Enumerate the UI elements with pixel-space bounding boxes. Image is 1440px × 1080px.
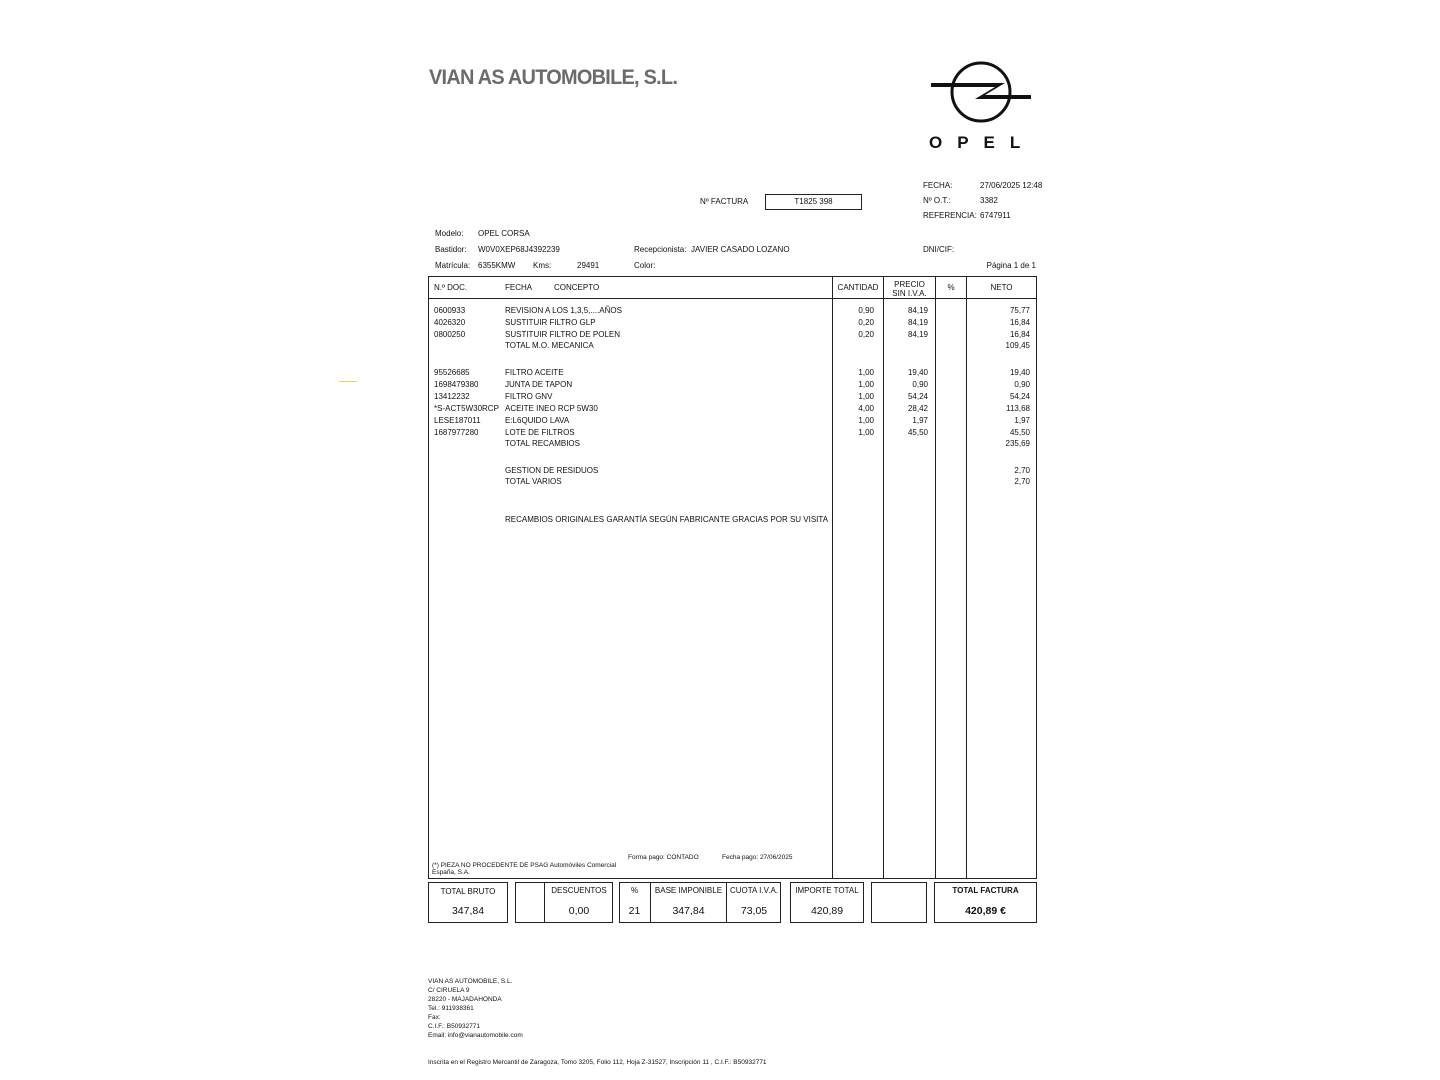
- cell-concepto: GESTION DE RESIDUOS: [505, 466, 599, 475]
- footer-line: VIAN AS AUTOMOBILE, S.L.: [428, 978, 513, 985]
- footer-line: Email: info@vianautomobile.com: [428, 1032, 523, 1039]
- cell-doc: 1698479380: [434, 380, 479, 389]
- fecha-label: FECHA:: [923, 181, 953, 190]
- header-cantidad: CANTIDAD: [837, 283, 879, 292]
- cuota-iva-value: 73,05: [740, 905, 768, 917]
- cell-concepto: TOTAL M.O. MECANICA: [505, 341, 594, 350]
- brand-name: OPEL: [929, 133, 1036, 152]
- header-neto: NETO: [990, 283, 1013, 292]
- column-divider: [935, 276, 936, 879]
- cell-concepto: SUSTITUIR FILTRO GLP: [505, 318, 596, 327]
- cell-precio: 84,19: [907, 318, 928, 327]
- cell-precio: 45,50: [907, 428, 928, 437]
- opel-blitz-logo-icon: [929, 59, 1033, 131]
- forma-pago: Forma pago: CONTADO: [628, 854, 699, 861]
- cell-cantidad: 1,00: [858, 368, 874, 377]
- table-header-divider: [428, 298, 1037, 299]
- recepcionista-value: JAVIER CASADO LOZANO: [691, 245, 790, 254]
- header-precio: PRECIO: [894, 280, 925, 289]
- base-imponible-label: BASE IMPONIBLE: [654, 886, 723, 895]
- iva-percent-label: %: [630, 886, 639, 895]
- cell-doc: 1687977280: [434, 428, 479, 437]
- cell-cantidad: 0,90: [858, 306, 874, 315]
- cell-concepto: E:L6QUIDO LAVA: [505, 416, 570, 425]
- company-name: VIAN AS AUTOMOBILE, S.L.: [429, 66, 678, 89]
- cell-concepto: TOTAL VARIOS: [505, 477, 562, 486]
- cell-cantidad: 0,20: [858, 330, 874, 339]
- invoice-number: T1825 398: [765, 194, 862, 210]
- cell-cantidad: 1,00: [858, 380, 874, 389]
- registro-mercantil: Inscrita en el Registro Mercantil de Zaragoza, Tomo 3205, Folio 112, Hoja Z-31527, Inscripción 11 , C.I.F.: B50932771: [428, 1059, 767, 1066]
- cell-precio: 0,90: [912, 380, 928, 389]
- kms-label: Kms:: [533, 261, 552, 270]
- cell-neto: 113,68: [1006, 404, 1030, 413]
- cell-neto: 235,69: [1005, 439, 1030, 448]
- cell-neto: 54,24: [1009, 392, 1030, 401]
- bastidor-value: W0V0XEP68J4392239: [478, 245, 560, 254]
- cell-concepto: JUNTA DE TAPON: [505, 380, 573, 389]
- cell-cantidad: 0,20: [858, 318, 874, 327]
- fecha-pago: Fecha pago: 27/06/2025: [722, 854, 793, 861]
- header-fecha: FECHA: [505, 283, 533, 292]
- referencia-label: REFERENCIA:: [923, 211, 977, 220]
- total-bruto-label: TOTAL BRUTO: [440, 887, 496, 896]
- importe-total-value: 420,89: [810, 905, 844, 917]
- cell-doc: LESE187011: [434, 416, 481, 425]
- kms-value: 29491: [577, 261, 600, 270]
- header-percent: %: [947, 283, 955, 292]
- ot-value: 3382: [980, 196, 998, 205]
- cell-doc: *S-ACT5W30RCP: [434, 404, 499, 413]
- cell-neto: 16,84: [1009, 330, 1030, 339]
- descuentos-value: 0,00: [568, 905, 590, 917]
- company-footer: [428, 977, 523, 1040]
- cell-concepto: REVISION A LOS 1,3,5,....AÑOS: [505, 306, 622, 315]
- header-precio-sub: SIN I.V.A.: [892, 289, 927, 298]
- descuentos-label: DESCUENTOS: [551, 886, 607, 895]
- margin-mark: [339, 381, 357, 382]
- cell-precio: 54,24: [907, 392, 928, 401]
- cell-doc: 95526685: [434, 368, 470, 377]
- importe-total-label: IMPORTE TOTAL: [795, 886, 859, 895]
- total-factura-label: TOTAL FACTURA: [952, 886, 1019, 895]
- line-items-table: [428, 276, 1037, 879]
- cell-precio: 84,19: [907, 330, 928, 339]
- cell-doc: 0800250: [434, 330, 466, 339]
- footer-line: 28220 - MAJADAHONDA: [428, 996, 502, 1003]
- cell-neto: 0,90: [1014, 380, 1030, 389]
- cell-precio: 19,40: [907, 368, 928, 377]
- cell-concepto: ACEITE INEO RCP 5W30: [505, 404, 598, 413]
- bastidor-label: Bastidor:: [435, 245, 467, 254]
- page-number: Página 1 de 1: [986, 261, 1036, 270]
- cell-concepto: LOTE DE FILTROS: [505, 428, 575, 437]
- cell-cantidad: 4,00: [858, 404, 874, 413]
- modelo-label: Modelo:: [435, 229, 464, 238]
- cell-neto: 109,45: [1005, 341, 1030, 350]
- total-bruto-value: 347,84: [451, 905, 485, 917]
- matricula-label: Matrícula:: [435, 261, 471, 270]
- header-concepto: CONCEPTO: [554, 283, 600, 292]
- cell-cantidad: 1,00: [858, 392, 874, 401]
- cell-cantidad: 1,00: [858, 416, 874, 425]
- warranty-note: RECAMBIOS ORIGINALES GARANTÍA SEGÚN FABRICANTE GRACIAS POR SU VISITA: [505, 515, 829, 524]
- footer-line: C/ CIRUELA 9: [428, 987, 470, 994]
- cell-doc: 0600933: [434, 306, 466, 315]
- cell-doc: 4026320: [434, 318, 466, 327]
- iva-percent-value: 21: [628, 905, 641, 917]
- modelo-value: OPEL CORSA: [478, 229, 530, 238]
- cell-neto: 1,97: [1014, 416, 1030, 425]
- referencia-value: 6747911: [980, 211, 1011, 220]
- column-divider: [966, 276, 967, 879]
- matricula-value: 6355KMW: [478, 261, 516, 270]
- base-imponible-value: 347,84: [672, 905, 705, 917]
- footer-line: C.I.F.: B50932771: [428, 1023, 481, 1030]
- recepcionista-label: Recepcionista:: [634, 245, 687, 254]
- cell-concepto: FILTRO GNV: [505, 392, 553, 401]
- cell-neto: 2,70: [1014, 466, 1030, 475]
- cell-doc: 13412232: [434, 392, 470, 401]
- cell-precio: 1,97: [912, 416, 928, 425]
- cell-concepto: FILTRO ACEITE: [505, 368, 564, 377]
- column-divider: [832, 276, 833, 879]
- total-factura-value: 420,89 €: [965, 905, 1006, 917]
- fecha-value: 27/06/2025 12:48: [980, 181, 1043, 190]
- cell-precio: 28,42: [907, 404, 928, 413]
- invoice-label: Nº FACTURA: [700, 197, 749, 206]
- footnote: (*) PIEZA NO PROCEDENTE DE PSAG Automóviles Comercial España, S.A.: [432, 862, 617, 876]
- column-divider: [883, 276, 884, 879]
- cell-precio: 84,19: [907, 306, 928, 315]
- footer-line: Fax:: [428, 1014, 441, 1021]
- header-doc: N.º DOC.: [434, 283, 468, 292]
- cell-concepto: SUSTITUIR FILTRO DE POLEN: [505, 330, 620, 339]
- dni-label: DNI/CIF:: [923, 245, 955, 254]
- cell-neto: 75,77: [1009, 306, 1030, 315]
- color-label: Color:: [634, 261, 656, 270]
- cell-cantidad: 1,00: [858, 428, 874, 437]
- cell-neto: 19,40: [1009, 368, 1030, 377]
- empty-box: [871, 882, 927, 923]
- footer-line: Tel.: 911938361: [428, 1005, 474, 1012]
- cell-concepto: TOTAL RECAMBIOS: [505, 439, 580, 448]
- cell-neto: 2,70: [1014, 477, 1030, 486]
- cell-neto: 45,50: [1009, 428, 1030, 437]
- cell-neto: 16,84: [1009, 318, 1030, 327]
- ot-label: Nº O.T.:: [923, 196, 951, 205]
- cuota-iva-label: CUOTA I.V.A.: [729, 886, 778, 895]
